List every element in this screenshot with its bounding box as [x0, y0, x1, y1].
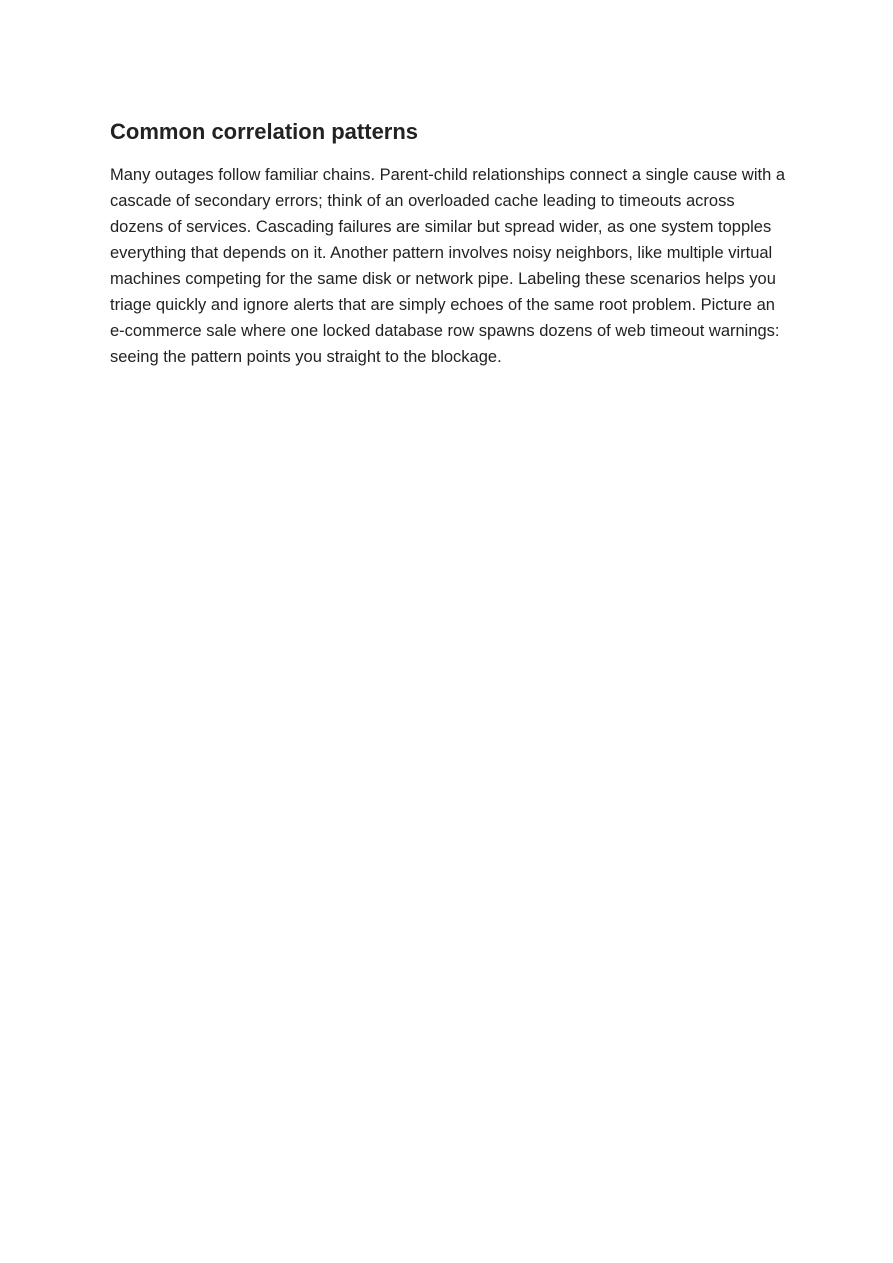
document-page	[110, 116, 786, 370]
section-heading: Common correlation patterns	[110, 119, 419, 144]
body-paragraph: Many outages follow familiar chains. Parent-child relationships connect a single cause with a cascade of secondary errors; think of an overloaded cache leading to timeouts across dozens of services. Cascading failures are similar but spread wider, as one system topples everything that depends on it. Another pattern involves noisy neighbors, like multiple virtual machines competing for the same disk or network pipe. Labeling these scenarios helps you triage quickly and ignore alerts that are simply echoes of the same root problem. Picture an e-commerce sale where one locked database row spawns dozens of web timeout warnings: seeing the pattern points you straight to the blockage.	[110, 166, 786, 366]
